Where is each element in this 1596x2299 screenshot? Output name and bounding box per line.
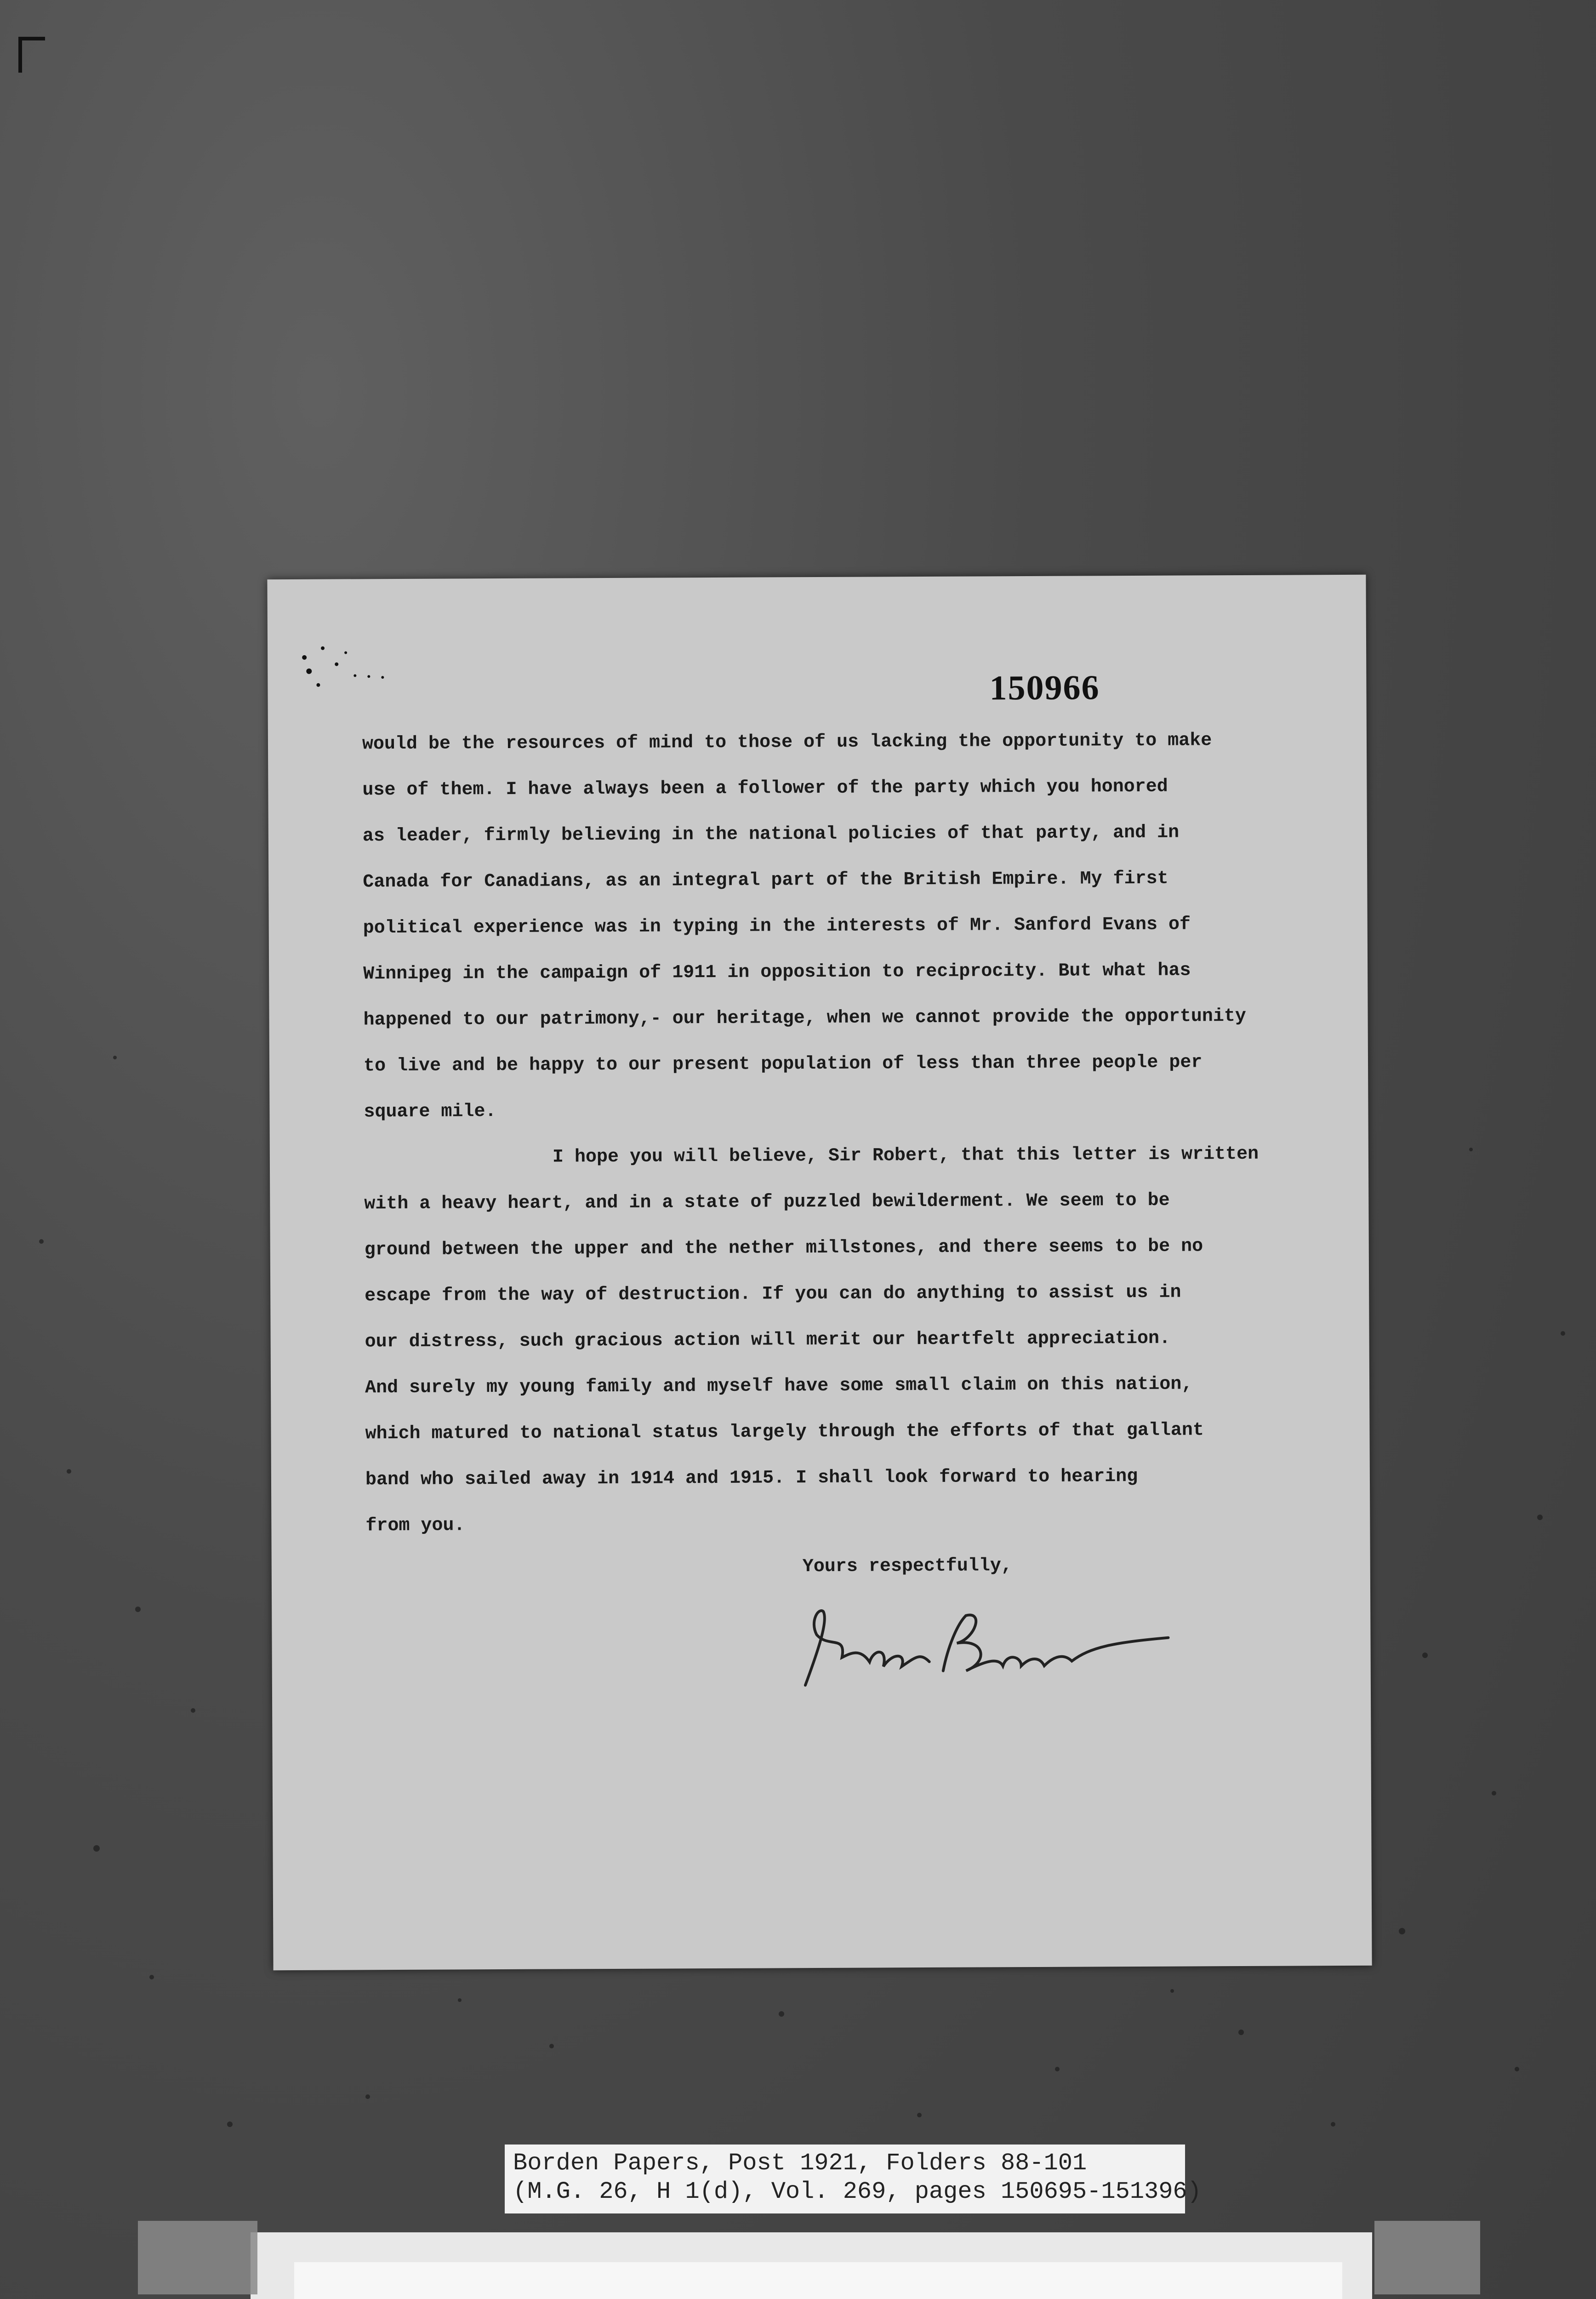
letter-line: to live and be happy to our present population of less than three people per [363, 1052, 1203, 1077]
tape-left [138, 2221, 257, 2294]
archives-stamp-card [251, 2232, 1372, 2299]
page-number: 150966 [989, 668, 1100, 708]
letter-line: band who sailed away in 1914 and 1915. I shall look forward to hearing [365, 1466, 1138, 1491]
letter-line: would be the resources of mind to those of us lacking the opportunity to make [362, 730, 1212, 755]
letter-line: ground between the upper and the nether millstones, and there seems to be no [364, 1236, 1203, 1261]
archives-stamp-inner [294, 2262, 1342, 2299]
letter-line: our distress, such gracious action will merit our heartfelt appreciation. [365, 1328, 1171, 1353]
letter-line: with a heavy heart, and in a state of puzzled bewilderment. We seem to be [364, 1190, 1170, 1215]
letter-body [362, 717, 1331, 1549]
letter-line: square mile. [364, 1101, 496, 1123]
letter-line: I hope you will believe, Sir Robert, that this letter is written [552, 1144, 1259, 1168]
stray-ink-marks [295, 639, 415, 694]
letter-line: political experience was in typing in the interests of Mr. Sanford Evans of [363, 914, 1191, 939]
letter-line: from you. [365, 1515, 465, 1537]
tape-right [1374, 2221, 1480, 2294]
letter-page [267, 575, 1372, 1970]
letter-line: which matured to national status largely through the efforts of that gallant [365, 1420, 1204, 1445]
letter-line: as leader, firmly believing in the national policies of that party, and in [362, 822, 1180, 847]
citation-label [505, 2145, 1202, 2213]
handwritten-signature [791, 1592, 1182, 1695]
letter-closing: Yours respectfully, [802, 1556, 1012, 1578]
citation-line-2: (M.G. 26, H 1(d), Vol. 269, pages 150695-151396) [513, 2178, 1202, 2205]
letter-line: escape from the way of destruction. If you can do anything to assist us in [365, 1282, 1181, 1307]
letter-line: And surely my young family and myself have some small claim on this nation, [365, 1374, 1193, 1399]
letter-line: Winnipeg in the campaign of 1911 in opposition to reciprocity. But what has [363, 960, 1191, 985]
letter-line: happened to our patrimony,- our heritage, when we cannot provide the opportunity [363, 1006, 1246, 1031]
letter-line: Canada for Canadians, as an integral part of the British Empire. My first [363, 868, 1168, 893]
letter-line: use of them. I have always been a follower of the party which you honored [362, 776, 1168, 801]
citation-line-1: Borden Papers, Post 1921, Folders 88-101 [513, 2150, 1087, 2177]
